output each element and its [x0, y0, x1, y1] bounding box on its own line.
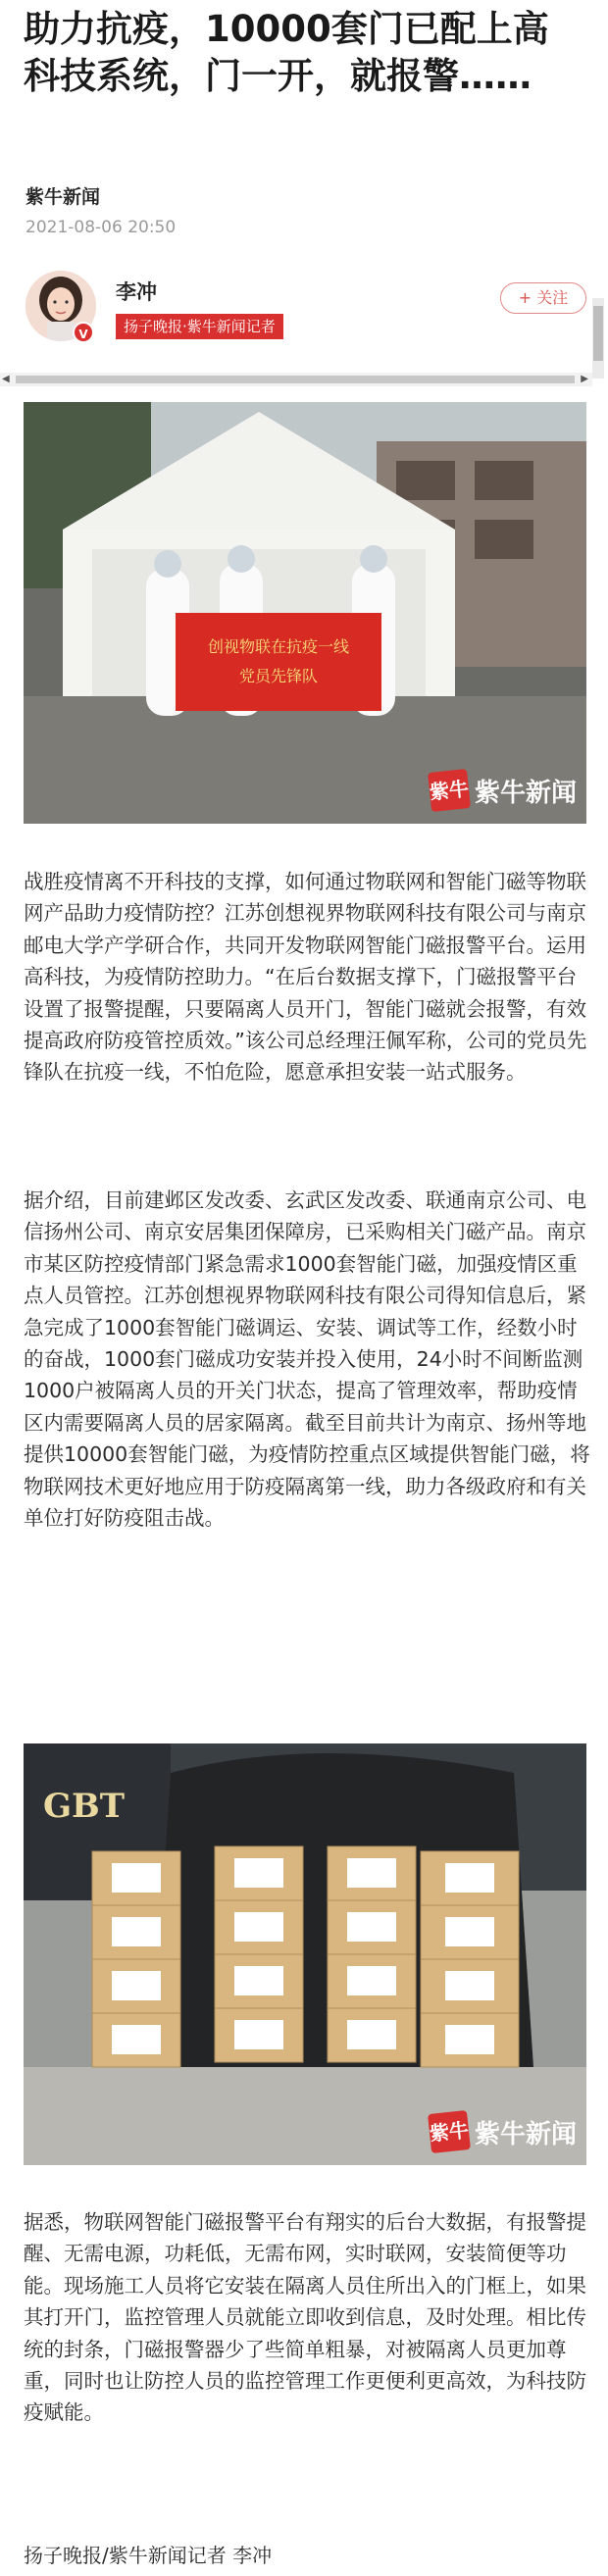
banner-text-line-2: 党员先锋队 — [238, 667, 319, 685]
scrollbar-thumb[interactable] — [16, 376, 575, 383]
watermark — [430, 2112, 577, 2151]
horizontal-scrollbar[interactable] — [0, 373, 592, 386]
watermark-text: 紫牛新闻 — [474, 2119, 577, 2149]
scroll-right-icon[interactable]: ▶ — [581, 374, 588, 384]
author-name[interactable]: 李冲 — [116, 280, 157, 304]
vertical-scrollbar[interactable] — [592, 298, 604, 379]
author-role-badge: 扬子晚报·紫牛新闻记者 — [116, 314, 283, 339]
article-photo-volunteers[interactable] — [24, 402, 586, 824]
article-title: 助力抗疫，10000套门已配上高科技系统，门一开，就报警…… — [24, 8, 549, 97]
store-sign-text: GBT — [43, 1787, 126, 1826]
article-byline: 扬子晚报/紫牛新闻记者 李冲 — [24, 2544, 273, 2567]
article-photo-boxes[interactable] — [24, 1743, 586, 2165]
scrollbar-thumb[interactable] — [593, 306, 603, 361]
publish-datetime: 2021-08-06 20:50 — [25, 218, 177, 237]
ziniu-logo-icon: 紫牛 — [428, 769, 471, 812]
ziniu-logo-icon: 紫牛 — [428, 2110, 471, 2153]
source-name[interactable]: 紫牛新闻 — [25, 186, 101, 208]
banner-text-line-1: 创视物联在抗疫一线 — [207, 637, 350, 656]
watermark — [430, 771, 577, 810]
verified-badge-icon: V — [73, 322, 94, 343]
follow-button[interactable]: + 关注 — [500, 282, 586, 314]
article-paragraph: 据悉，物联网智能门磁报警平台有翔实的后台大数据，有报警提醒、无需电源，功耗低，无需布网，实时联网，安装简便等功能。现场施工人员将它安装在隔离人员住所出入的门框上，如果其打开门，监控管理人员就能立即收到信息，及时处理。相比传统的封条，门磁报警器少了些简单粗暴，对被隔离人员更加尊重，同时也让防控人员的监控管理工作更便利更高效，为科技防疫赋能。 — [24, 2210, 586, 2425]
watermark-text: 紫牛新闻 — [474, 778, 577, 808]
scroll-left-icon[interactable]: ◀ — [2, 374, 10, 384]
author-bar — [0, 263, 608, 390]
article-paragraph: 据介绍，目前建邺区发改委、玄武区发改委、联通南京公司、电信扬州公司、南京安居集团保障房，已采购相关门磁产品。南京市某区防控疫情部门紧急需求1000套智能门磁，加强疫情区重点人员管控。江苏创想视界物联网科技有限公司得知信息后，紧急完成了1000套智能门磁调运、安装、调试等工作，经数小时的奋战，1000套门磁成功安装并投入使用，24小时不间断监测1000户被隔离人员的开关门状态，提高了管理效率，帮助疫情区内需要隔离人员的居家隔离。截至目前共计为南京、扬州等地提供10000套智能门磁，为疫情防控重点区域提供智能门磁，将物联网技术更好地应用于防疫隔离第一线，助力各级政府和有关单位打好防疫阻击战。 — [24, 1188, 590, 1531]
article-paragraph: 战胜疫情离不开科技的支撑，如何通过物联网和智能门磁等物联网产品助力疫情防控？江苏创想视界物联网科技有限公司与南京邮电大学产学研合作，共同开发物联网智能门磁报警平台。运用高科技，为疫情防控助力。“在后台数据支撑下，门磁报警平台设置了报警提醒，只要隔离人员开门，智能门磁就会报警，有效提高政府防疫管控质效。”该公司总经理汪佩军称，公司的党员先锋队在抗疫一线，不怕危险，愿意承担安装一站式服务。 — [24, 870, 587, 1085]
